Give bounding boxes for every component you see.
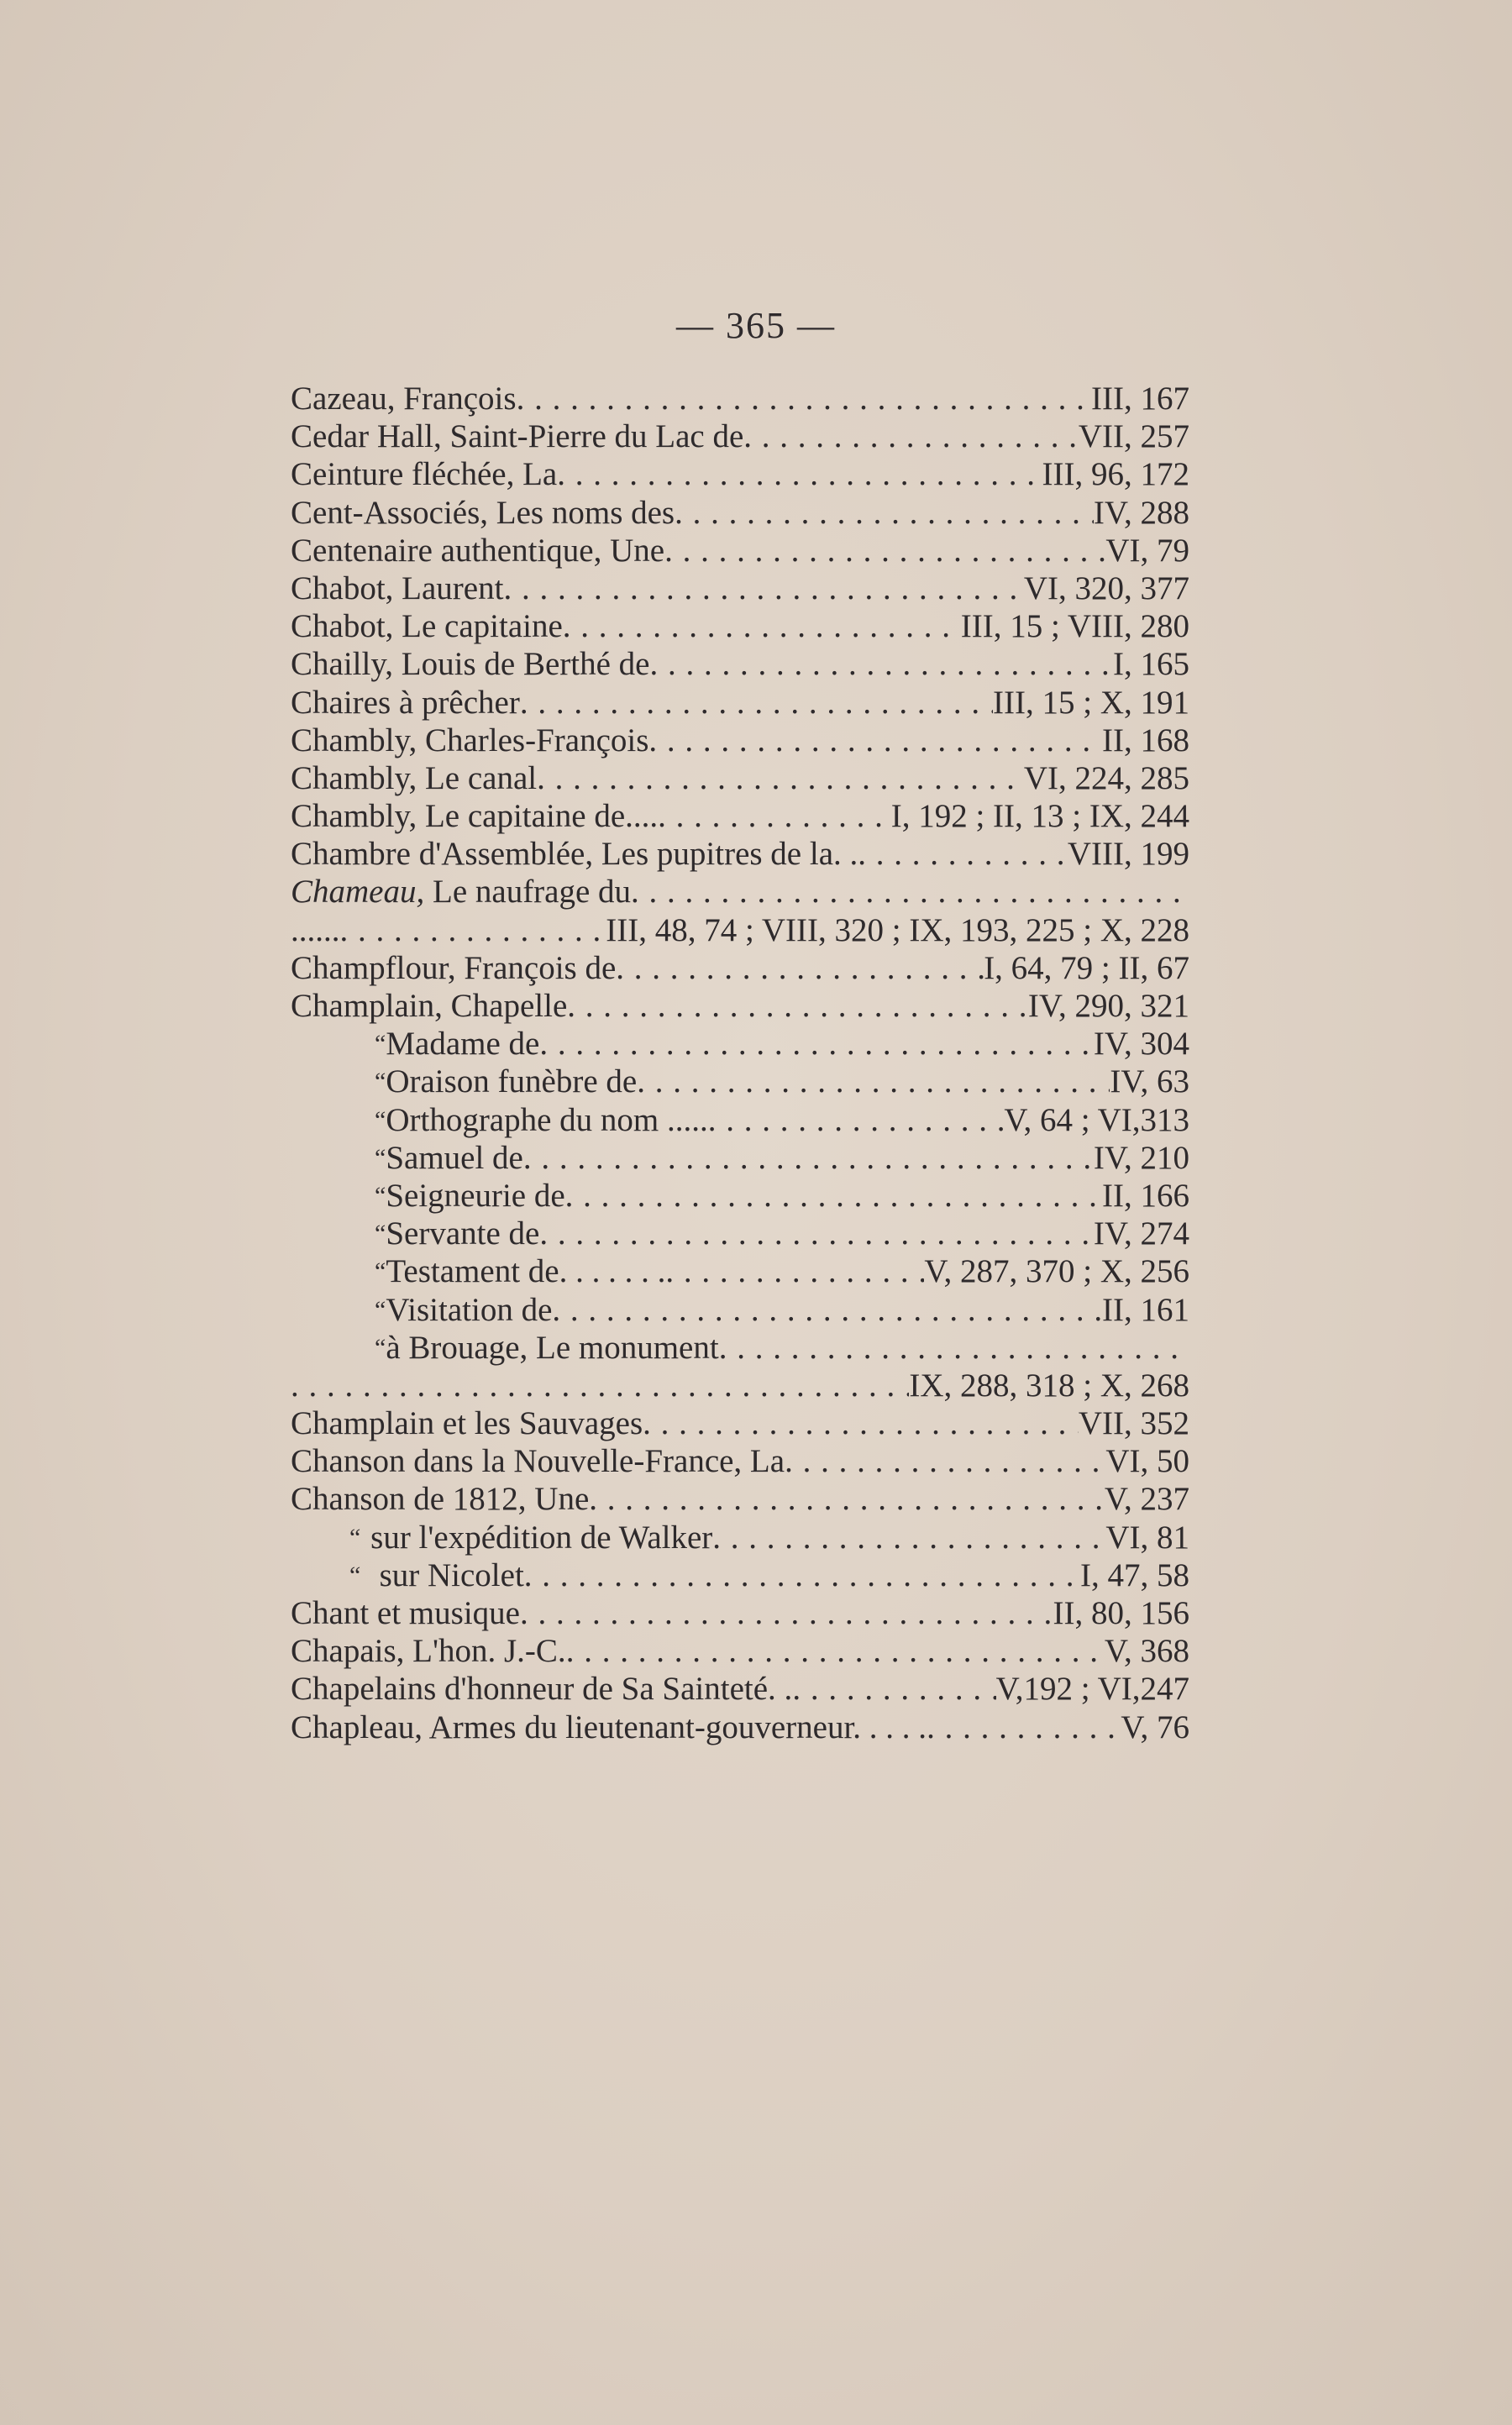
index-entry: [291, 1215, 1189, 1252]
entry-name-text: Cent-Associés, Les noms des: [291, 494, 675, 531]
ditto-mark: “: [349, 1561, 361, 1589]
entry-name: [291, 494, 675, 532]
index-entry: [291, 1404, 1189, 1442]
entry-reference: I, 192 ; II, 13 ; IX, 244: [890, 798, 1189, 835]
dot-leader: [520, 684, 993, 722]
entry-reference: I, 64, 79 ; II, 67: [984, 949, 1189, 986]
entry-name-text: Chanson de 1812, Une: [291, 1481, 590, 1518]
dot-leader: [708, 1101, 1005, 1139]
entry-name-italic: Chameau,: [291, 874, 425, 911]
entry-reference: V, 237: [1104, 1481, 1189, 1518]
ditto-mark: “: [375, 1333, 386, 1362]
entry-name-text: Champflour, François de: [291, 949, 617, 986]
index-entry: [291, 949, 1189, 987]
entry-name-text: Chanson dans la Nouvelle-France, La: [291, 1443, 785, 1480]
index-entry: [291, 1252, 1189, 1290]
index-list: [291, 380, 1189, 1746]
entry-reference: VI, 320, 377: [1023, 570, 1189, 606]
index-entry: [291, 1594, 1189, 1632]
entry-name: [291, 1709, 927, 1746]
entry-name: [291, 1632, 566, 1670]
entry-name-text: Chapelains d'honneur de Sa Sainteté. .: [291, 1671, 793, 1708]
entry-continuation: ......: [291, 911, 340, 948]
entry-name-text: Testament de. . . . . . .: [386, 1253, 666, 1290]
dot-leader: [520, 1594, 1053, 1632]
index-entry: [291, 1177, 1189, 1215]
index-entry: [291, 873, 1189, 911]
dot-leader: [503, 570, 1023, 607]
entry-name: [291, 873, 631, 911]
entry-name: [291, 607, 563, 645]
entry-reference: VI, 79: [1105, 532, 1189, 569]
entry-name: [291, 1670, 792, 1708]
entry-reference: I, 47, 58: [1080, 1556, 1189, 1593]
index-entry: [291, 455, 1189, 493]
entry-reference: VI, 81: [1105, 1519, 1189, 1556]
entry-name-text: Chabot, Laurent: [291, 570, 504, 606]
entry-reference: VI, 50: [1105, 1443, 1189, 1480]
dot-leader: [712, 1519, 1105, 1556]
entry-reference: V,192 ; VI,247: [995, 1671, 1189, 1708]
dot-leader: [539, 1025, 1094, 1063]
index-entry: [291, 797, 1189, 835]
entry-name: [291, 684, 520, 722]
dot-leader: [567, 987, 1028, 1025]
entry-name: [291, 455, 557, 493]
dot-leader: [664, 532, 1105, 570]
ditto-mark: “: [375, 1030, 386, 1058]
entry-name: [291, 1442, 785, 1480]
index-entry: [291, 1063, 1189, 1100]
entry-name: [380, 1556, 524, 1594]
entry-reference: V, 76: [1121, 1709, 1189, 1745]
entry-reference: VI, 224, 285: [1023, 759, 1189, 796]
entry-reference: VIII, 199: [1067, 836, 1189, 873]
entry-name-text: Centenaire authentique, Une: [291, 532, 665, 569]
entry-name: [291, 1594, 520, 1632]
entry-reference: V, 368: [1104, 1633, 1189, 1670]
entry-name: [386, 1101, 707, 1139]
entry-name: [386, 1215, 539, 1252]
ditto-mark: “: [349, 1523, 361, 1551]
entry-reference: II, 166: [1102, 1177, 1189, 1214]
entry-name-text: Chapais, L'hon. J.-C.: [291, 1633, 566, 1670]
entry-name-text: Champlain et les Sauvages: [291, 1405, 643, 1442]
dot-leader: [643, 1404, 1079, 1442]
entry-reference: IV, 290, 321: [1027, 988, 1189, 1024]
entry-name-text: Le naufrage du: [424, 874, 632, 911]
entry-name: [386, 1291, 552, 1329]
entry-reference: III, 15 ; X, 191: [993, 684, 1189, 721]
dot-leader: [565, 1177, 1102, 1215]
dot-leader: [648, 722, 1102, 759]
index-entry: [291, 1670, 1189, 1708]
entry-name-text: Visitation de: [386, 1291, 553, 1328]
entry-reference: V, 287, 370 ; X, 256: [924, 1253, 1189, 1290]
entry-name-text: Chaires à prêcher: [291, 684, 520, 721]
dot-leader: [719, 1329, 1189, 1367]
entry-reference: III, 167: [1091, 381, 1189, 417]
index-entry: [291, 607, 1189, 645]
dot-leader: [523, 1139, 1094, 1177]
entry-reference: VII, 257: [1078, 418, 1189, 455]
entry-reference: III, 48, 74 ; VIII, 320 ; IX, 193, 225 ; X, 228: [606, 911, 1189, 948]
entry-name-text: Chambly, Charles-François: [291, 722, 649, 758]
dot-leader: [589, 1480, 1105, 1518]
entry-reference: I, 165: [1113, 646, 1189, 683]
index-entry: [291, 417, 1189, 455]
dot-leader: [557, 455, 1042, 493]
entry-reference: IV, 288: [1093, 494, 1189, 531]
entry-name-text: Orthographe du nom .....: [386, 1101, 708, 1138]
entry-reference: III, 15 ; VIII, 280: [960, 608, 1189, 645]
index-entry: [291, 570, 1189, 607]
entry-reference: IV, 304: [1093, 1026, 1189, 1063]
dot-leader: [517, 380, 1091, 417]
entry-name-text: Samuel de: [386, 1139, 523, 1176]
page-number: — 365 —: [676, 305, 836, 346]
entry-name-text: Oraison funèbre de: [386, 1063, 638, 1100]
entry-reference: IX, 288, 318 ; X, 268: [909, 1367, 1189, 1404]
index-entry: [291, 759, 1189, 797]
dot-leader: [537, 759, 1024, 797]
entry-reference: IV, 210: [1093, 1139, 1189, 1176]
entry-name-text: Chant et musique: [291, 1595, 520, 1631]
index-entry: [291, 380, 1189, 417]
entry-name-text: Seigneurie de: [386, 1177, 565, 1214]
entry-reference: II, 161: [1102, 1291, 1189, 1328]
entry-name: [386, 1139, 523, 1177]
entry-name: [291, 532, 664, 570]
dot-leader: [524, 1556, 1080, 1594]
index-entry: [291, 1519, 1189, 1556]
ditto-mark: “: [375, 1220, 386, 1248]
entry-name: [291, 797, 658, 835]
entry-name: [386, 1063, 637, 1100]
entry-name-text: à Brouage, Le monument: [386, 1329, 719, 1366]
entry-name-text: Champlain, Chapelle: [291, 988, 568, 1024]
entry-name-text: Chambly, Le capitaine de....: [291, 798, 659, 835]
ditto-mark: “: [375, 1143, 386, 1172]
ditto-mark: “: [375, 1295, 386, 1324]
entry-name-text: Chabot, Le capitaine: [291, 608, 563, 645]
index-entry: [291, 1139, 1189, 1177]
dot-leader: [792, 1670, 995, 1708]
entry-name: [386, 1329, 718, 1367]
entry-reference: IV, 274: [1093, 1215, 1189, 1252]
entry-name-text: Ceinture fléchée, La: [291, 456, 558, 493]
index-entry: [291, 1367, 1189, 1404]
dot-leader: [785, 1442, 1105, 1480]
dot-leader: [858, 835, 1068, 873]
index-entry: [291, 532, 1189, 570]
entry-reference: II, 80, 156: [1053, 1595, 1189, 1631]
entry-reference: VII, 352: [1078, 1405, 1189, 1442]
index-entry: [291, 911, 1189, 949]
index-entry: [291, 835, 1189, 873]
entry-reference: IV, 63: [1110, 1063, 1189, 1100]
index-entry: [291, 1480, 1189, 1518]
dot-leader: [665, 1252, 924, 1290]
index-entry: [291, 494, 1189, 532]
dot-leader: [340, 911, 606, 949]
dot-leader: [649, 645, 1113, 683]
index-entry: [291, 722, 1189, 759]
dot-leader: [631, 873, 1189, 911]
entry-reference: II, 168: [1102, 722, 1189, 758]
dot-leader: [616, 949, 984, 987]
index-entry: [291, 684, 1189, 722]
entry-name: [291, 759, 537, 797]
entry-name-text: sur l'expédition de Walker: [370, 1519, 713, 1556]
dot-leader: [566, 1632, 1105, 1670]
dot-leader: [927, 1709, 1121, 1746]
index-entry: [291, 1709, 1189, 1746]
index-entry: [291, 1101, 1189, 1139]
dot-leader: [743, 417, 1079, 455]
dot-leader: [291, 1367, 909, 1404]
entry-name: [291, 570, 503, 607]
entry-name: [291, 1404, 643, 1442]
ditto-mark: “: [375, 1181, 386, 1210]
entry-name: [386, 1252, 665, 1290]
dot-leader: [675, 494, 1094, 532]
entry-name: [386, 1025, 539, 1063]
entry-name: [291, 835, 858, 873]
dot-leader: [539, 1215, 1094, 1252]
ditto-mark: “: [375, 1257, 386, 1286]
entry-name-text: Servante de: [386, 1215, 540, 1252]
entry-name-text: Cedar Hall, Saint-Pierre du Lac de: [291, 418, 744, 455]
index-entry: [291, 1632, 1189, 1670]
entry-name-text: sur Nicolet: [379, 1556, 524, 1593]
dot-leader: [658, 797, 891, 835]
entry-name: [291, 1480, 589, 1518]
entry-name: [291, 949, 616, 987]
index-entry: [291, 1442, 1189, 1480]
entry-name-text: Madame de: [386, 1026, 540, 1063]
entry-reference: V, 64 ; VI,313: [1004, 1101, 1189, 1138]
entry-name-text: Chapleau, Armes du lieutenant-gouverneur. . . . .: [291, 1709, 927, 1745]
entry-name: [291, 987, 567, 1025]
index-entry: [291, 1025, 1189, 1063]
entry-name: [386, 1177, 564, 1215]
ditto-mark: “: [375, 1068, 386, 1096]
entry-name-text: Chambly, Le canal: [291, 759, 538, 796]
ditto-mark: “: [375, 1105, 386, 1134]
entry-name: [291, 417, 743, 455]
entry-name-text: Cazeau, François: [291, 381, 517, 417]
dot-leader: [563, 607, 961, 645]
entry-reference: III, 96, 172: [1042, 456, 1189, 493]
entry-name-text: Chailly, Louis de Berthé de: [291, 646, 650, 683]
index-entry: [291, 645, 1189, 683]
entry-name: [291, 380, 517, 417]
index-entry: [291, 1291, 1189, 1329]
entry-name: [291, 722, 648, 759]
entry-name-text: Chambre d'Assemblée, Les pupitres de la. .: [291, 836, 858, 873]
dot-leader: [637, 1063, 1110, 1100]
entry-name: [291, 645, 649, 683]
dot-leader: [552, 1291, 1102, 1329]
index-entry: [291, 987, 1189, 1025]
index-entry: [291, 1329, 1189, 1367]
index-entry: [291, 1556, 1189, 1594]
entry-name: [370, 1519, 712, 1556]
